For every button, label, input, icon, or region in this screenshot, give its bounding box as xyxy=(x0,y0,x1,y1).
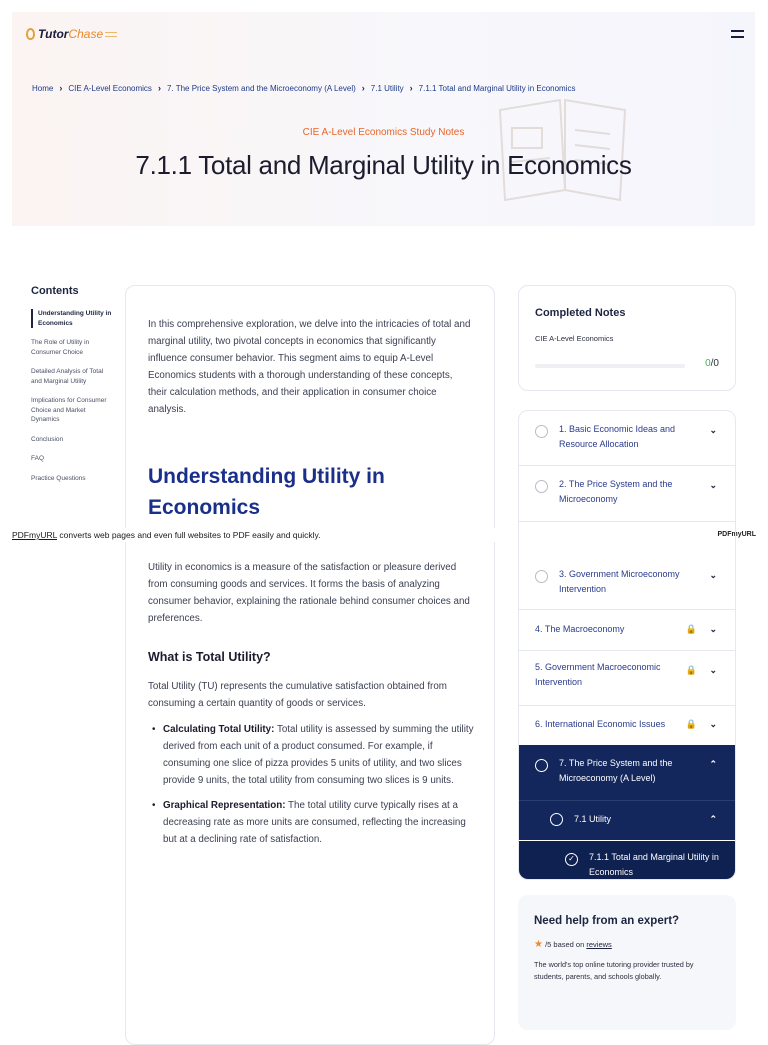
chevron-right-icon: › xyxy=(157,83,161,93)
circle-icon xyxy=(550,813,563,826)
progress-total: /0 xyxy=(710,358,719,369)
article-card xyxy=(125,285,495,1045)
completed-notes-subject: CIE A-Level Economics xyxy=(535,334,614,343)
rating xyxy=(534,939,612,950)
lesson-item-current[interactable] xyxy=(519,841,735,880)
chevron-down-icon[interactable]: ⌄ xyxy=(709,480,717,490)
divider xyxy=(519,521,735,522)
completed-notes-title: Completed Notes xyxy=(535,307,626,319)
bullet-text: The total utility curve typically rises at a decreasing rate as more units are consumed, reflecting the increasing but at a declining rate of satisfaction. xyxy=(163,800,466,845)
circle-icon xyxy=(535,570,548,583)
module-label: 7. The Price System and the Microeconomy (A Level) xyxy=(559,758,673,783)
bullet-list xyxy=(148,721,474,856)
star-icon: ★ xyxy=(534,939,543,950)
toc-item-role-of-utility[interactable]: The Role of Utility in Consumer Choice xyxy=(31,339,90,356)
hero-banner xyxy=(12,12,755,226)
module-item[interactable] xyxy=(519,466,735,520)
rating-text: /5 based on xyxy=(545,940,587,949)
tutorchase-logo[interactable] xyxy=(26,27,117,41)
page-title: 7.1.1 Total and Marginal Utility in Economics xyxy=(135,150,632,180)
module-item[interactable] xyxy=(519,556,735,610)
hamburger-menu-icon[interactable] xyxy=(731,30,744,38)
module-item[interactable] xyxy=(519,411,735,465)
lock-icon: 🔒 xyxy=(685,624,697,634)
lock-icon: 🔒 xyxy=(685,719,697,729)
completed-notes-card xyxy=(518,285,736,391)
toc-item-practice-questions[interactable]: Practice Questions xyxy=(31,474,86,482)
chevron-down-icon[interactable]: ⌄ xyxy=(709,665,717,675)
study-notes-label: CIE A-Level Economics Study Notes xyxy=(302,127,465,138)
progress-done: 0 xyxy=(705,358,711,369)
toc-title: Contents xyxy=(31,285,79,297)
module-label: 3. Government Microeconomy Intervention xyxy=(559,569,680,594)
module-item-active[interactable] xyxy=(519,745,735,800)
list-item xyxy=(148,721,474,789)
module-label: 5. Government Macroeconomic Intervention xyxy=(535,662,661,687)
bullet-text: Total utility is assessed by summing the utility derived from each unit of a product consumed. For example, if consuming one slice of pizza provides 5 units of utility, and two slices provide 9 units, the total utility from consuming two slices is 9 units. xyxy=(163,724,474,786)
bullet-term: Calculating Total Utility: xyxy=(163,724,275,735)
module-label: 6. International Economic Issues xyxy=(535,719,666,729)
module-item-locked[interactable] xyxy=(519,651,735,705)
chevron-right-icon: › xyxy=(361,83,365,93)
subsection-heading: What is Total Utility? xyxy=(148,650,271,664)
circle-icon xyxy=(535,759,548,772)
chevron-right-icon: › xyxy=(59,83,63,93)
pdfmyurl-link[interactable]: PDFmyURL xyxy=(12,530,58,540)
circle-icon xyxy=(535,480,548,493)
chevron-up-icon[interactable]: ⌃ xyxy=(709,814,717,824)
chevron-down-icon[interactable]: ⌄ xyxy=(709,570,717,580)
toc-item-conclusion[interactable]: Conclusion xyxy=(31,435,64,443)
chevron-right-icon: › xyxy=(409,83,413,93)
utility-definition-paragraph: Utility in economics is a measure of the satisfaction or pleasure derived from consuming goods and services. It forms the basis of analyzing consumer behavior, explaining the rationale behind consumer choices and preferences. xyxy=(148,562,470,624)
breadcrumb xyxy=(32,83,576,93)
toc-item-faq[interactable]: FAQ xyxy=(31,455,45,462)
breadcrumb-current[interactable]: 7.1.1 Total and Marginal Utility in Economics xyxy=(418,83,576,93)
chevron-up-icon[interactable]: ⌃ xyxy=(709,759,717,769)
expert-help-card xyxy=(518,895,736,1030)
circle-icon xyxy=(535,425,548,438)
module-item-locked[interactable] xyxy=(519,610,735,650)
submodule-item-active[interactable] xyxy=(519,800,735,840)
breadcrumb-subject[interactable]: CIE A-Level Economics xyxy=(68,83,152,93)
chevron-down-icon[interactable]: ⌄ xyxy=(709,719,717,729)
article-intro: In this comprehensive exploration, we delve into the intricacies of total and marginal utility, two pivotal concepts in economics that significantly influence consumer behavior. This segment aims to equip A-Level Economics students with a thorough understanding of these concepts, their calculation methods, and their application in consumer choice analysis. xyxy=(148,319,471,415)
lock-icon: 🔒 xyxy=(685,665,697,675)
pdf-banner-message: converts web pages and even full websites to PDF easily and quickly. xyxy=(57,530,321,540)
logo-text-strong: Tutor xyxy=(38,27,69,41)
module-label: 4. The Macroeconomy xyxy=(535,624,625,634)
chevron-down-icon[interactable]: ⌄ xyxy=(709,624,717,634)
logo-icon xyxy=(26,28,35,40)
help-title: Need help from an expert? xyxy=(534,915,680,927)
progress-bar xyxy=(535,364,685,368)
logo-lines-icon xyxy=(105,32,117,37)
course-modules-nav xyxy=(518,410,736,880)
bullet-term: Graphical Representation: xyxy=(163,800,286,811)
pdfmyurl-logo[interactable]: PDFmyURL xyxy=(717,531,756,538)
toc-item-implications[interactable]: Implications for Consumer Choice and Market Dynamics xyxy=(31,397,107,423)
module-label: 7.1 Utility xyxy=(574,814,612,824)
lesson-label: 7.1.1 Total and Marginal Utility in Economics xyxy=(589,852,719,877)
breadcrumb-topic[interactable]: 7. The Price System and the Microeconomy (A Level) xyxy=(166,83,356,93)
help-description: The world's top online tutoring provider trusted by students, parents, and schools globally. xyxy=(534,960,694,981)
module-label: 2. The Price System and the Microeconomy xyxy=(559,479,673,504)
breadcrumb-home[interactable]: Home xyxy=(32,83,54,93)
breadcrumb-subtopic[interactable]: 7.1 Utility xyxy=(370,83,404,93)
module-label: 1. Basic Economic Ideas and Resource Allocation xyxy=(559,424,676,449)
list-item xyxy=(148,797,474,848)
progress-count xyxy=(705,358,719,369)
table-of-contents xyxy=(31,285,113,493)
check-circle-icon: ✓ xyxy=(565,853,578,866)
total-utility-paragraph: Total Utility (TU) represents the cumulative satisfaction obtained from consuming a certain quantity of goods or services. xyxy=(148,681,447,709)
toc-item-detailed-analysis[interactable]: Detailed Analysis of Total and Marginal Utility xyxy=(31,368,104,385)
toc-item-understanding-utility[interactable]: Understanding Utility in Economics xyxy=(31,309,113,328)
module-item-locked[interactable] xyxy=(519,706,735,744)
logo-text-light: Chase xyxy=(68,27,104,41)
chevron-down-icon[interactable]: ⌄ xyxy=(709,425,717,435)
reviews-link[interactable]: reviews xyxy=(586,940,612,949)
section-heading: Understanding Utility in Economics xyxy=(148,465,385,519)
pdf-banner-text xyxy=(12,530,321,540)
